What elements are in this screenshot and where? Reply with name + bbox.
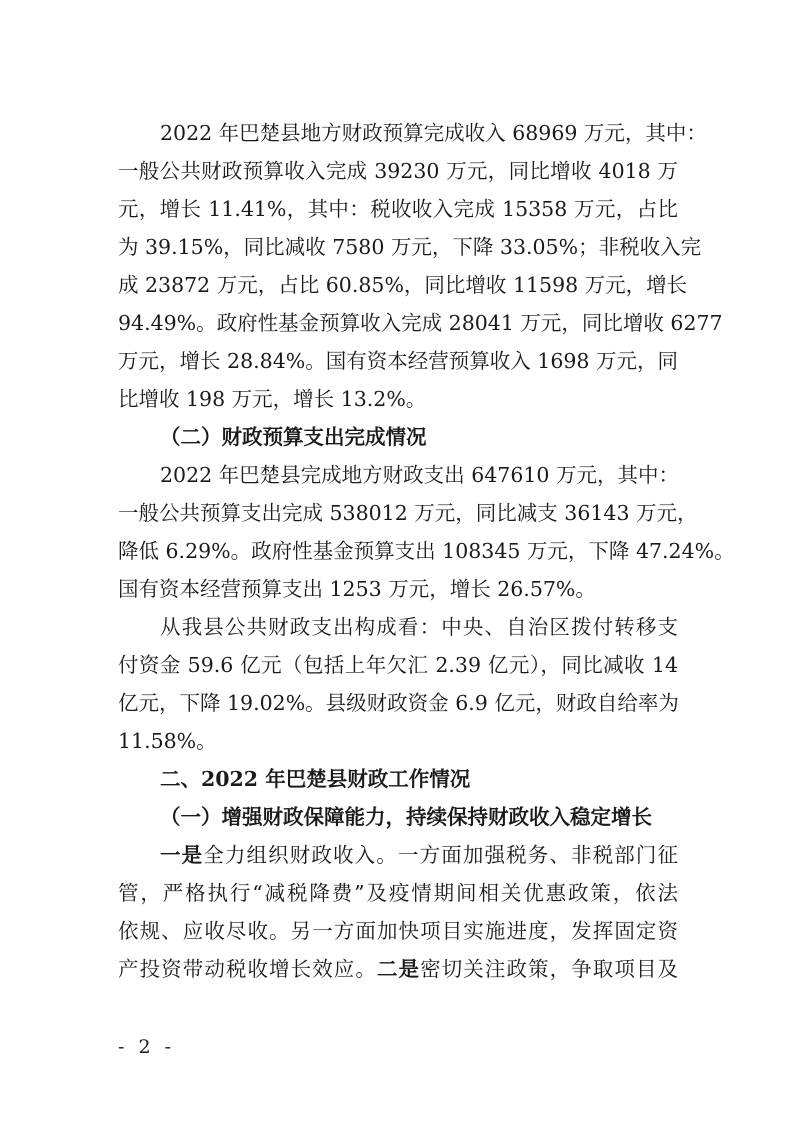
paragraph-line: 比增收 198 万元，增长 13.2%。 (118, 387, 427, 411)
paragraph-line: 付资金 59.6 亿元（包括上年欠汇 2.39 亿元），同比减收 14 (118, 653, 678, 677)
paragraph-text: 全力组织财政收入。一方面加强税务、非税部门征 (203, 843, 679, 867)
paragraph-line: 一般公共财政预算收入完成 39230 万元，同比增收 4018 万 (118, 159, 678, 183)
paragraph-line: 元，增长 11.41%，其中：税收收入完成 15358 万元，占比 (118, 197, 678, 221)
paragraph-line: 11.58%。 (118, 729, 217, 753)
bold-label: 一是 (160, 843, 204, 867)
paragraph-line (160, 841, 678, 869)
section-heading: （二）财政预算支出完成情况 (160, 425, 427, 449)
page-number: - 2 - (118, 1036, 176, 1058)
paragraph-line: 为 39.15%，同比减收 7580 万元，下降 33.05%；非税收入完 (118, 235, 702, 259)
paragraph-line: 管，严格执行“减税降费”及疫情期间相关优惠政策，依法 (118, 881, 678, 905)
paragraph-line: 依规、应收尽收。另一方面加快项目实施进度，发挥固定资 (118, 919, 678, 943)
paragraph-line: 从我县公共财政支出构成看：中央、自治区拨付转移支 (160, 615, 678, 639)
paragraph-line: 一般公共预算支出完成 538012 万元，同比减支 36143 万元， (118, 501, 698, 525)
paragraph-line: 亿元，下降 19.02%。县级财政资金 6.9 亿元，财政自给率为 (118, 691, 679, 715)
paragraph-text: 产投资带动税收增长效应。 (118, 957, 377, 981)
paragraph-line: 94.49%。政府性基金预算收入完成 28041 万元，同比增收 6277 (118, 311, 723, 335)
paragraph-line: 2022 年巴楚县地方财政预算完成收入 68969 万元，其中： (160, 121, 707, 145)
paragraph-line: 成 23872 万元，占比 60.85%，同比增收 11598 万元，增长 (118, 273, 688, 297)
paragraph-text: 密切关注政策，争取项目及 (420, 957, 679, 981)
paragraph-line: 国有资本经营预算支出 1253 万元，增长 26.57%。 (118, 577, 596, 601)
chapter-heading: 二、2022 年巴楚县财政工作情况 (160, 767, 471, 791)
section-heading: （一）增强财政保障能力，持续保持财政收入稳定增长 (160, 805, 652, 829)
paragraph-line: 万元，增长 28.84%。国有资本经营预算收入 1698 万元，同 (118, 349, 678, 373)
paragraph-line: 2022 年巴楚县完成地方财政支出 647610 万元，其中： (160, 463, 679, 487)
paragraph-line (118, 955, 678, 983)
paragraph-line: 降低 6.29%。政府性基金预算支出 108345 万元，下降 47.24%。 (118, 539, 735, 563)
bold-label: 二是 (376, 957, 421, 981)
